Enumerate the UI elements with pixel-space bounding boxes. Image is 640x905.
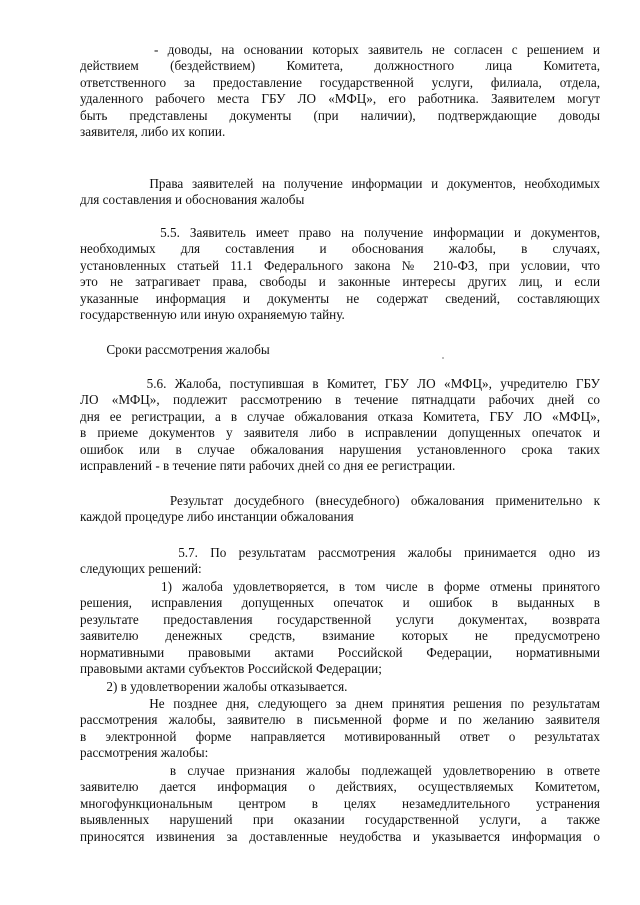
text-line: правовыми актами субъектов Российской Федерации; [80,661,382,677]
text-line: 5.6. Жалоба, поступившая в Комитет, ГБУ ЛО «МФЦ», учредителю ГБУ [80,376,600,391]
text-line: исправлений - в течение пяти рабочих дней со дня ее регистрации. [80,458,456,474]
text-line: Не позднее дня, следующего за днем принятия решения по результатам [80,696,600,711]
text-line: заявителя, либо их копии. [80,124,226,140]
paragraph-5-6 [80,376,600,474]
text-line: Результат досудебного (внесудебного) обжалования применительно к [80,493,600,508]
text-line: приносятся извинения за доставленные неудобства и указывается информация о [80,828,600,844]
heading-review-terms [80,342,600,358]
text-line: ошибок или в случае обжалования нарушения установленного срока таких [80,441,600,457]
text-line: решения, исправления допущенных опечаток и ошибок в выданных в [80,595,600,611]
text-line: в случае признания жалобы подлежащей удовлетворению в ответе [80,763,600,778]
text-line: ответственного за предоставление государственной услуги, филиала, отдела, [80,74,600,90]
text-line: каждой процедуре либо инстанции обжалования [80,509,354,525]
text-line: выявленных нарушений при оказании государственной услуги, а также [80,812,600,828]
text-line: это не затрагивает права, свободы и законные интересы других лиц, и если [80,274,600,290]
text-line: установленных статьей 11.1 Федерального закона № 210-ФЗ, при условии, что [80,257,600,273]
text-line: государственную или иную охраняемую тайну. [80,307,345,323]
text-line: 1) жалоба удовлетворяется, в том числе в форме отмены принятого [80,579,600,594]
text-line: многофункциональным центром в целях незамедлительного устранения [80,795,600,811]
text-line: необходимых для составления и обоснования жалобы, в случаях, [80,241,600,257]
text-line: рассмотрения жалобы, заявителю в письменной форме и по желанию заявителя [80,712,600,728]
text-line: в электронной форме направляется мотивированный ответ о результатах [80,728,600,744]
text-line: 2) в удовлетворении жалобы отказывается. [80,679,348,694]
text-line: Права заявителей на получение информации и документов, необходимых [80,176,600,191]
text-line: быть представлены документы (при наличии), подтверждающие доводы [80,107,600,123]
text-line: - доводы, на основании которых заявитель не согласен с решением и [80,42,600,57]
text-line: нормативными правовыми актами Российской Федерации, нормативными [80,644,600,660]
text-line: 5.5. Заявитель имеет право на получение информации и документов, [80,225,600,240]
text-line: в приеме документов у заявителя либо в исправлении допущенных опечаток и [80,425,600,441]
text-line: рассмотрения жалобы: [80,745,209,761]
list-item-2 [80,679,600,695]
paragraph-arguments [80,42,600,140]
text-line: результате предоставления государственной услуги документах, возврата [80,611,600,627]
text-line: 5.7. По результатам рассмотрения жалобы принимается одно из [80,545,600,560]
list-item-1 [80,579,600,677]
text-line: следующих решений: [80,561,202,577]
text-line: действием (бездействием) Комитета, должностного лица Комитета, [80,58,600,74]
scan-speck [442,357,444,359]
paragraph-5-7 [80,545,600,578]
paragraph-response [80,696,600,762]
heading-appeal-result [80,493,600,526]
heading-applicant-rights [80,176,600,209]
text-line: для составления и обоснования жалобы [80,192,305,208]
paragraph-5-5 [80,225,600,323]
text-line: ЛО «МФЦ», подлежит рассмотрению в течение пятнадцати рабочих дней со [80,392,600,408]
text-line: указанные информация и документы не содержат сведений, составляющих [80,290,600,306]
paragraph-satisfied-case [80,763,600,845]
text-line: заявителю дается информация о действиях, осуществляемых Комитетом, [80,779,600,795]
text-line: Сроки рассмотрения жалобы [80,342,270,357]
text-line: заявителю денежных средств, взимание которых не предусмотрено [80,628,600,644]
text-line: удаленного рабочего места ГБУ ЛО «МФЦ», его работника. Заявителем могут [80,91,600,107]
text-line: дня ее регистрации, а в случае обжалования отказа Комитета, ГБУ ЛО «МФЦ», [80,408,600,424]
